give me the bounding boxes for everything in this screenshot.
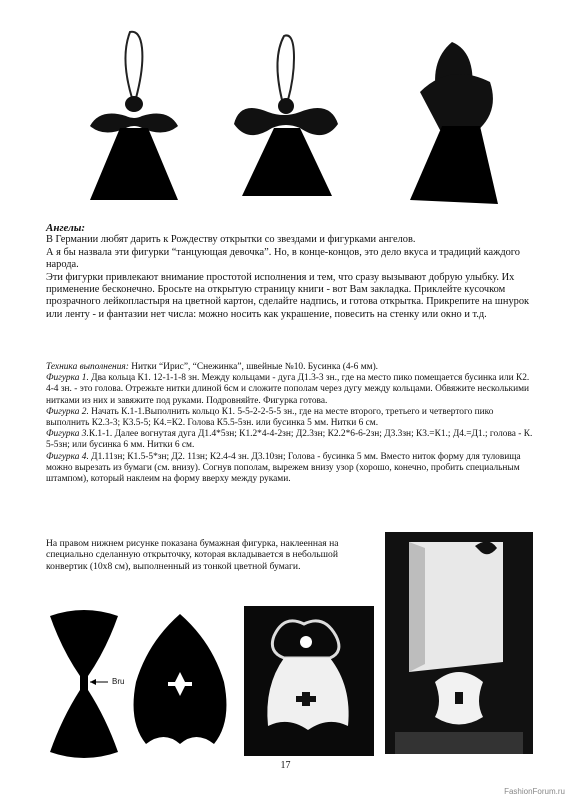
angel-photo-3 [380,22,530,212]
figure-text: К.1-1. Далее вогнутая дуга Д1.4*5зн; К1.2*4-4-2зн; Д2.3зн; К2.2*6-6-2зн; Д3.3зн; К3.=К1.; Д4.=Д1.; голова - К. 5-5зн; или бусинка 6 мм. Нитки 6 см. [46,429,533,451]
paper-angel-photo [244,606,374,756]
intro-paragraph-2: А я бы назвала эти фигурки “танцующая девочка”. Но, в конце-концов, это дело вкуса и традиций каждого народа. [46,246,520,271]
figure-3 [46,429,534,451]
figure-label: Фигурка 3. [46,429,89,440]
angel-photo-1 [70,28,202,208]
intro-paragraph-3: Эти фигурки привлекают внимание простотой исполнения и тем, что сразу вызывают добрую улыбку. Их применение бесконечно. Бросьте на открытую страницу книги - вот Вам закладка. Приклейте кусочком прозрачного лейкопластыря на цветной картон, сделайте надпись, и готова открытка. Прикрепите на шнурок или ленту - и фантазии нет числа: можно носить как украшение, повесить на стенку или окно и т.д. [46,271,530,320]
technique-line [46,362,534,373]
figure-label: Фигурка 2. [46,406,89,417]
figure-label: Фигурка 1. [46,373,89,384]
intro-paragraph-1: В Германии любят дарить к Рождеству открытки со звездами и фигурками ангелов. [46,234,416,246]
watermark: FashionForum.ru [504,787,565,796]
technique-label: Техника выполнения: [46,362,129,372]
body-template-drawing [128,612,232,748]
figure-text: Два кольца К1. 12-1-1-8 зн. Между кольцами - дуга Д1.3-3 зн., где на место пико помещается бусинка или К2. 4-4 зн. - это голова. Отрежьте нитки длиной 6см и сложите пополам через дугу между кольцами. Обвяжите несколькими нитками из них и завяжите под руками. Подровняйте. Фигурка готова. [46,373,530,406]
card-photo [385,532,533,754]
technique-text: Нитки “Ирис”, “Снежинка”, швейные №10. Бусинка (4-6 мм). [128,362,379,372]
figure-text: Начать К.1-1.Выполнить кольцо К1. 5-5-2-2-5-5 зн., где на месте второго, третьего и четвертого пико выполнить К2.3-3; К3.5-5; К4.=К2. Голова К5.5-5зн. или бусинка 5 мм. Нитки 6 см. [46,406,494,429]
angel-photo-2 [220,28,352,208]
figure-4 [46,452,534,486]
bow-template-drawing [46,610,125,758]
figure-1 [46,373,534,407]
bottom-note: На правом нижнем рисунке показана бумажная фигурка, наклеенная на специально сделанную открыточку, которая вкладывается в небольшой конвертик (10х8 см), выполненный из тонкой цветной бумаги. [46,538,339,572]
section-heading: Ангелы: [46,222,86,234]
figure-2 [46,407,534,429]
bru-label: Bru [112,677,125,686]
page-number: 17 [280,760,291,771]
figure-text: Д1.11зн; К1.5-5*зн; Д2. 11зн; К2.4-4 зн. Д3.10зн; Голова - бусинка 5 мм. Вместо ниток форму для туловища можно вырезать из бумаги (см. внизу). Согнув пополам, вырежем внизу узор (хорошо, конечно, пробить специальным штампом), который наклеим на форму вверху между руками. [46,451,521,485]
figure-label: Фигурка 4. [46,451,89,462]
